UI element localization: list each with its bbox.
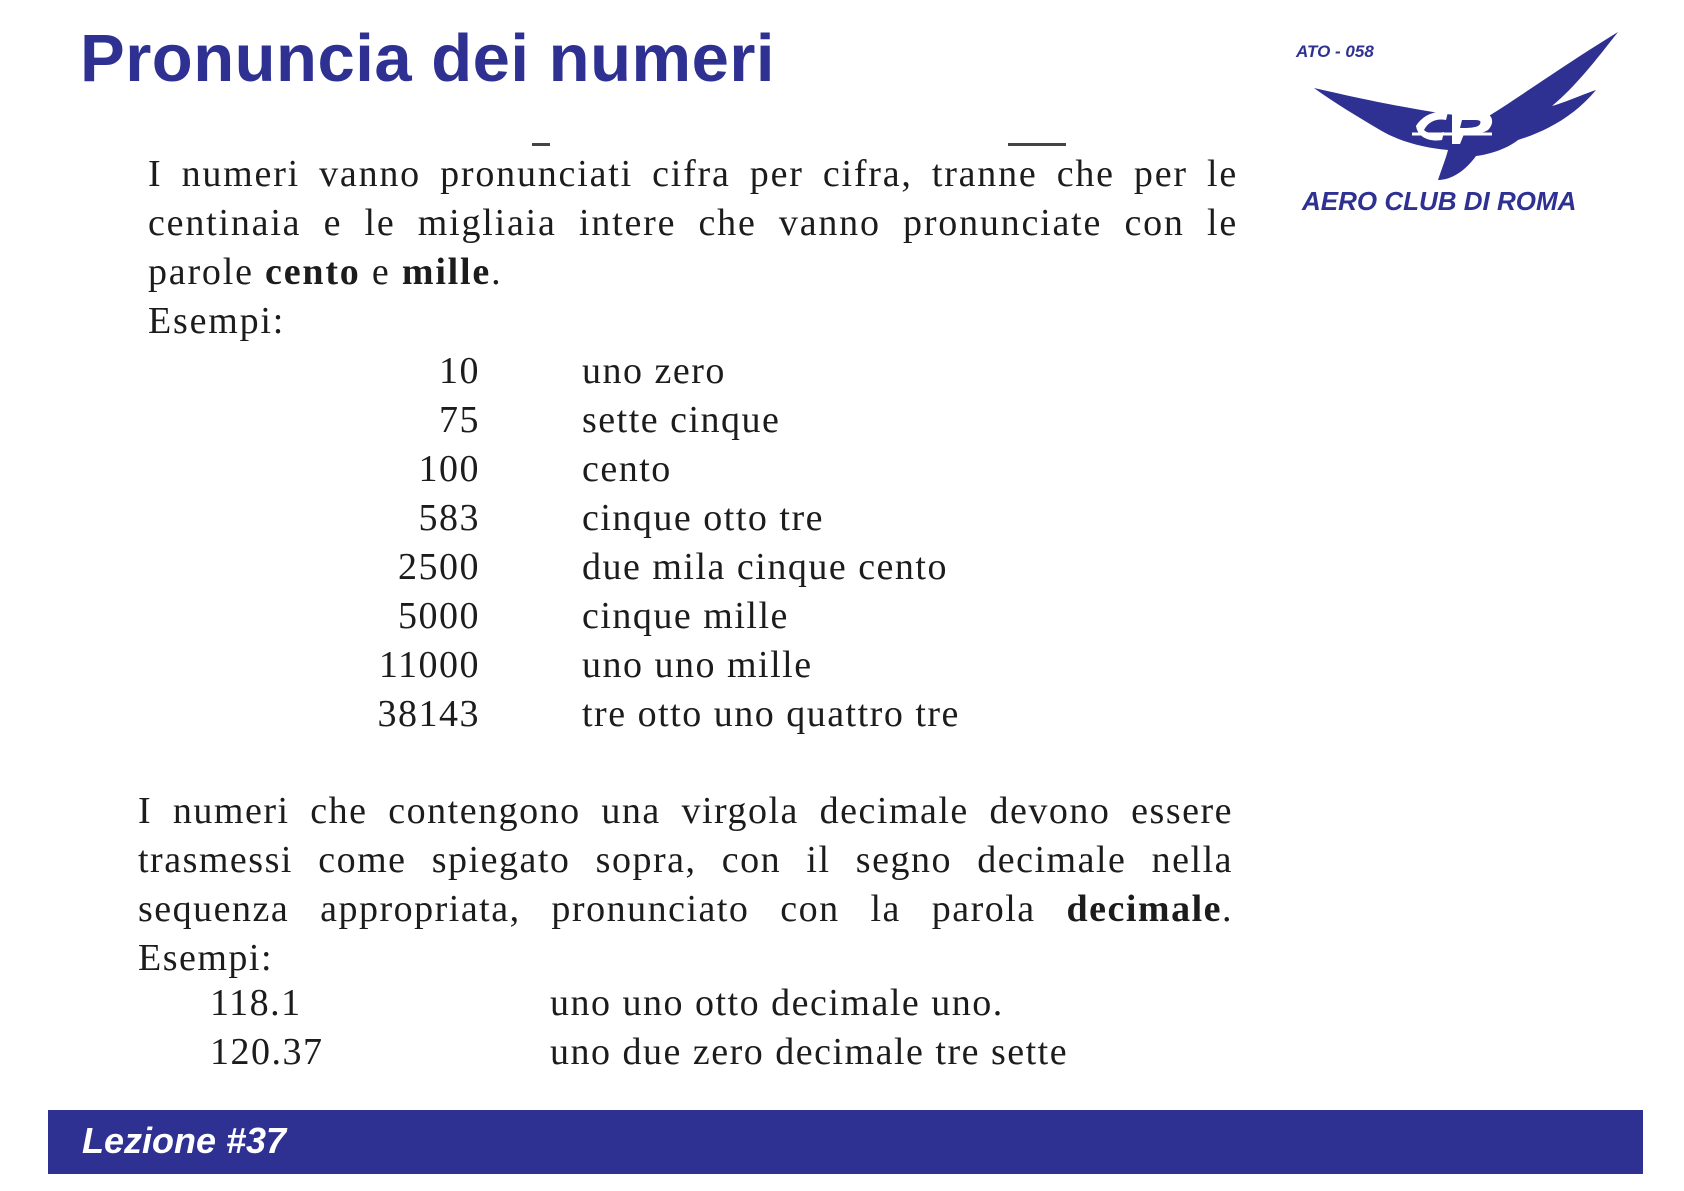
example-words: uno zero [582, 350, 726, 392]
example-number: 100 [418, 448, 480, 490]
example-words: uno uno mille [582, 644, 813, 686]
list-item [0, 1028, 1200, 1077]
example-number: 2500 [398, 546, 480, 588]
bold-decimale: decimale [1066, 888, 1222, 930]
decimal-examples-list [0, 979, 1200, 1077]
list-item [0, 690, 1200, 739]
intro-text: I numeri vanno pronunciati cifra per cifra, tranne che per le centinaia e le migliaia intere che vanno pronunciate con le parole [148, 153, 1238, 293]
example-words: uno uno otto decimale uno. [550, 982, 1004, 1024]
lesson-label: Lezione #37 [82, 1120, 287, 1161]
scan-mark [1008, 143, 1066, 146]
example-words: uno due zero decimale tre sette [550, 1031, 1069, 1073]
aero-club-logo [1296, 30, 1632, 230]
example-number: 583 [418, 497, 480, 539]
example-words: sette cinque [582, 399, 781, 441]
example-words: cento [582, 448, 672, 490]
bold-mille: mille [401, 251, 492, 293]
bold-cento: cento [265, 251, 361, 293]
example-words: cinque mille [582, 595, 789, 637]
example-words: tre otto uno quattro tre [582, 693, 960, 735]
number-examples-list [0, 347, 1200, 739]
example-number: 38143 [377, 693, 480, 735]
list-item [0, 543, 1200, 592]
decimal-text: I numeri che contengono una virgola decimale devono essere trasmessi come spiegato sopra, con il segno decimale nella sequenza appropriata, pronunciato con la parola [138, 790, 1233, 930]
page-title: Pronuncia dei numeri [80, 21, 776, 96]
example-words: due mila cinque cento [582, 546, 948, 588]
example-number: 120.37 [210, 1031, 324, 1073]
logo-name: AERO CLUB DI ROMA [1302, 186, 1577, 216]
logo-code: ATO - 058 [1296, 42, 1374, 61]
decimal-paragraph: I numeri che contengono una virgola decimale devono essere trasmessi come spiegato sopra, con il segno decimale nella sequenza appropriata, pronunciato con la parola decimale. Esempi: [138, 790, 1233, 979]
list-item [0, 979, 1200, 1028]
intro-paragraph: I numeri vanno pronunciati cifra per cifra, tranne che per le centinaia e le migliaia intere che vanno pronunciate con le parole cento e mille. Esempi: [148, 153, 1238, 342]
example-number: 5000 [398, 595, 480, 637]
example-number: 75 [439, 399, 480, 441]
list-item [0, 396, 1200, 445]
list-item [0, 494, 1200, 543]
example-number: 10 [439, 350, 480, 392]
list-item [0, 641, 1200, 690]
footer-bar [48, 1110, 1643, 1174]
example-words: cinque otto tre [582, 497, 824, 539]
example-number: 118.1 [210, 982, 302, 1024]
example-number: 11000 [378, 644, 480, 686]
list-item [0, 592, 1200, 641]
scan-mark [532, 143, 550, 146]
list-item [0, 445, 1200, 494]
examples-label: Esempi: [148, 300, 286, 342]
list-item [0, 347, 1200, 396]
